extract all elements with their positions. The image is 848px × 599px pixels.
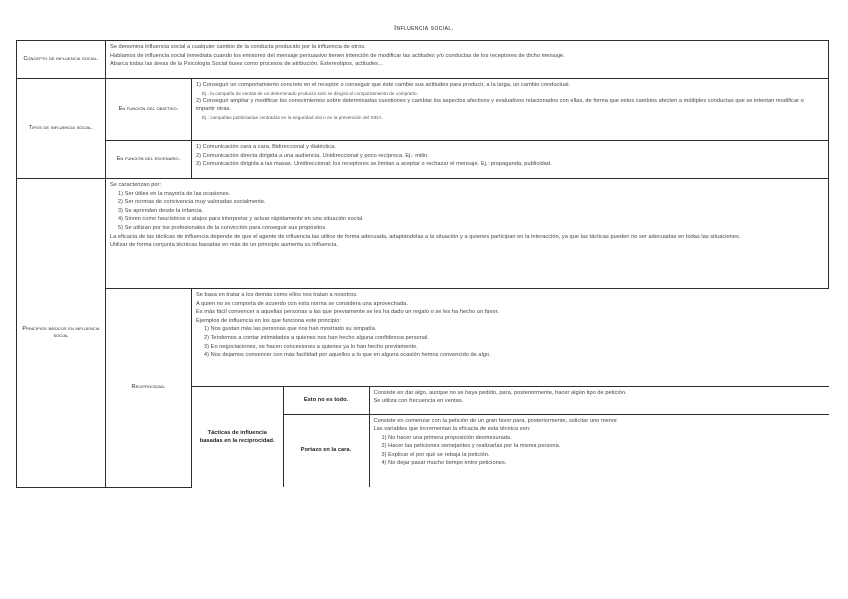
tipos-heading: Tipos de influencia social. — [17, 79, 106, 179]
concepto-line: Se denomina influencia social a cualquier cambio de la conducta producido por la influencia de otros. — [110, 44, 366, 50]
principios-intro: Se caracterizan por: — [110, 182, 162, 188]
principios-heading: Principios básicos en influencia social — [17, 179, 106, 488]
reciprocidad-body — [192, 289, 829, 386]
concepto-line: Abarca todas las áreas de la Psicología Social fases como procesos de atribución. Estereotipos, actitudes… — [110, 61, 384, 68]
tecnica2-body — [369, 414, 829, 487]
concepto-body — [106, 41, 829, 79]
row-principios-general — [17, 179, 829, 289]
row-tipos-escenario — [17, 141, 829, 179]
reciprocidad-line: Es más fácil convencer a aquellas personas a las que previamente se les ha dado un regalo o se les ha hecho un favor. — [196, 309, 499, 316]
reciprocidad-example: 4) Nos dejamos convencer con más facilidad por aquellos a lo que en alguna ocasión hemos convencido de algo. — [204, 352, 491, 359]
concepto-line: Hablamos de influencia social inmediata cuando los emisores del mensaje persuasivo tienen intención de modificar las actitudes y/o conductas de los receptores de dicho mensaje. — [110, 52, 565, 59]
escenario-label: En función del escenario. — [106, 141, 192, 179]
tecnica2-line: Las variables que incrementan la eficacia de esta técnica son: — [373, 426, 531, 433]
objetivo-item: 1) Conseguir un comportamiento concreto en el receptor o conseguir que éste cambie sus actitudes para producir, a la larga, un cambio conductual. — [196, 82, 571, 88]
tecnica2-variable: 2) Hacer las peticiones semejantes y realizarlas por la misma persona. — [381, 443, 561, 450]
tecnica-esto-no-es-todo: Esto no es todo. — [283, 386, 369, 414]
reciprocidad-example: 3) En negociaciones, se hacen concesiones a quienes ya lo han hecho previamente. — [204, 343, 418, 350]
tecnica2-variable: 3) Explicar el por qué se rebaja la petición. — [381, 451, 490, 458]
efficacy-text: La eficacia de las tácticas de influencia depende de que el agente de influencia las utilice de forma adecuada, adaptándolas a la situación y a quienes participan en la interacción, ya que las tácticas pueden no ser adecuadas en todas las situaciones. — [110, 233, 741, 240]
concepto-heading: Concepto de influencia social. — [17, 41, 106, 79]
escenario-item: 1) Comunicación cara a cara. Bidireccional y dialéctica. — [196, 144, 336, 150]
combined-text: Utilizar de forma conjunta técnicas basadas en más de un principio aumenta su influencia. — [110, 242, 339, 249]
tecnica2-line: Consiste en comenzar con la petición de un gran favor para, posteriormente, solicitar uno menor. — [373, 417, 619, 424]
escenario-item: 2) Comunicación directa dirigida a una audiencia. Unidireccional y poco recíproca. Ej.: mitin. — [196, 152, 429, 159]
reciprocidad-inner-table — [192, 289, 829, 487]
page-title: Influencia social. — [394, 25, 454, 32]
tacticas-label: Tácticas de influencia basadas en la reciprocidad. — [192, 386, 283, 487]
summary-table — [16, 40, 829, 488]
objetivo-label: En función del objetivo. — [106, 79, 192, 141]
principios-body — [106, 179, 829, 289]
trait-item: 1) Ser útiles en la mayoría de las ocasiones. — [118, 190, 231, 197]
reciprocidad-example: 2) Tendemos a contar intimidades a quienes nos han hecho alguna confidencia personal. — [204, 334, 429, 341]
trait-item: 5) Se utilizan por los profesionales de la convicción para conseguir sus propósitos. — [118, 224, 327, 231]
reciprocidad-line: Se basa en tratar a los demás como ellos nos tratan a nosotros. — [196, 292, 358, 298]
tecnica2-variable: 1) No hacer una primera proposición desmesurada. — [381, 434, 512, 441]
trait-item: 4) Sirven como heurísticos o atajos para interpretar y actuar rápidamente en una situación social. — [118, 216, 364, 223]
objetivo-example: Ej.: la campaña de ventas de un determinado producto solo se dirigirá al comportamiento de comprarlo. — [202, 90, 418, 96]
escenario-body — [192, 141, 829, 179]
row-tipos-objetivo — [17, 79, 829, 141]
tecnica1-line: Consiste en dar algo, aunque no se haya pedido, para, posteriormente, hacer algún tipo de petición. — [373, 389, 627, 396]
objetivo-example: Ej.: campañas publicitarias centradas en la seguridad vial o en la prevención del SIDA. — [202, 114, 383, 120]
objetivo-body — [192, 79, 829, 141]
row-reciprocidad — [17, 289, 829, 488]
objetivo-item: 2) Conseguir ampliar y modificar los conocimientos sobre determinadas cuestiones y cambiar los aspectos afectivos y evaluativos relacionados con ellas, de forma que estos cambios afecten a múltiples conductas que se intentan modificar o impartir otras. — [196, 97, 804, 113]
escenario-item: 3) Comunicación dirigida a las masas. Unidireccional; los receptores se limitan a aceptar o rechazar el mensaje. Ej.: propaganda, publicidad. — [196, 161, 552, 168]
reciprocidad-content — [192, 289, 829, 488]
reciprocidad-line: A quien no se comporta de acuerdo con esta norma se considera una aprovechada. — [196, 300, 408, 307]
tecnica2-variable: 4) No dejar pasar mucho tiempo entre peticiones. — [381, 460, 507, 467]
tecnica-portazo: Portazo en la cara. — [283, 414, 369, 487]
reciprocidad-line: Ejemplos de influencia en los que funciona este principio: — [196, 317, 342, 324]
tecnica1-line: Se utiliza con frecuencia en ventas. — [373, 398, 464, 405]
reciprocidad-example: 1) Nos gustan más las personas que nos han mostrado su simpatía. — [204, 326, 377, 333]
trait-item: 3) Se aprenden desde la infancia. — [118, 207, 204, 214]
trait-item: 2) Ser normas de convivencia muy valoradas socialmente. — [118, 199, 266, 206]
row-concepto — [17, 41, 829, 79]
reciprocidad-label: Reciprocidad. — [106, 289, 192, 488]
tecnica1-body — [369, 386, 829, 414]
